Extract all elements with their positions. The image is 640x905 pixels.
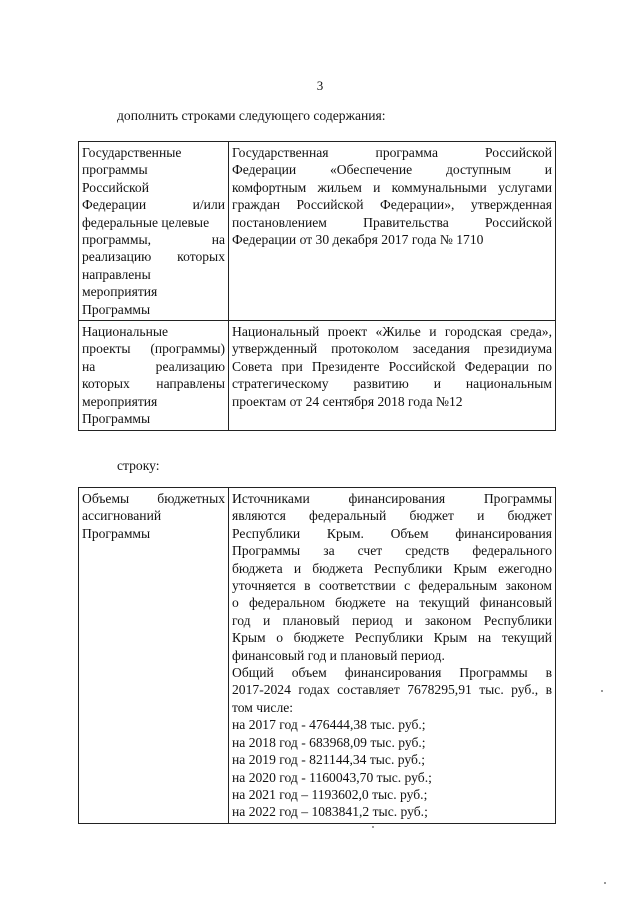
budget-label-cell: [79, 488, 229, 824]
cell-line: 2017-2024 годах составляет 7678295,91 тыс. руб., в: [232, 682, 552, 698]
state-programs-label-cell: [79, 142, 229, 321]
cell-line: направлены: [82, 266, 151, 282]
scan-speck: [604, 882, 606, 884]
cell-line: Объемы бюджетных: [82, 491, 225, 506]
state-program-description-cell: [229, 142, 556, 321]
cell-line: год и плановый период и законом Республики: [232, 612, 552, 628]
cell-line: Программы: [82, 411, 151, 427]
cell-line: Общий объем финансирования Программы в: [232, 665, 552, 681]
cell-line: программы: [82, 162, 148, 178]
cell-line: являются федеральный бюджет и бюджет: [232, 508, 552, 524]
cell-line: граждан Российской Федерации», утвержденная: [232, 197, 552, 213]
cell-line: программы, на: [82, 232, 225, 248]
cell-line: Национальный проект «Жилье и городская среда»,: [232, 324, 552, 340]
cell-line: на 2020 год - 1160043,70 тыс. руб.;: [232, 769, 432, 785]
cell-line: на 2019 год - 821144,34 тыс. руб.;: [232, 752, 426, 768]
cell-line: Программы за счет средств федерального: [232, 543, 552, 559]
cell-line: Крым о бюджете Республики Крым на текущий: [232, 630, 552, 646]
scan-speck: [601, 690, 603, 692]
cell-line: комфортным жильем и коммунальными услугами: [232, 179, 552, 195]
cell-line: Федерации и/или: [82, 197, 225, 213]
cell-line: федеральные целевые: [82, 214, 210, 230]
cell-line: Государственные: [82, 145, 182, 160]
cell-line: на реализацию: [82, 358, 225, 374]
table-row: [79, 142, 556, 321]
cell-line: Государственная программа Российской: [232, 145, 552, 160]
cell-line: ассигнований: [82, 508, 162, 524]
cell-line: Источниками финансирования Программы: [232, 491, 552, 506]
national-projects-label-cell: [79, 321, 229, 430]
cell-line: финансовый год и плановый период.: [232, 647, 445, 663]
mid-text: строку:: [117, 458, 160, 473]
cell-line: уточняется в соответствии с федеральным законом: [232, 578, 552, 594]
cell-line: проекты (программы): [82, 341, 225, 357]
cell-line: на 2022 год – 1083841,2 тыс. руб.;: [232, 804, 428, 820]
cell-line: реализацию которых: [82, 249, 225, 265]
cell-line: на 2021 год – 1193602,0 тыс. руб.;: [232, 786, 428, 802]
intro-text: дополнить строками следующего содержания:: [117, 108, 386, 123]
cell-line: Совета при Президенте Российской Федерации по: [232, 358, 552, 374]
cell-line: Национальные: [82, 324, 169, 340]
cell-line: Программы: [82, 525, 151, 541]
programs-table: [78, 141, 556, 431]
cell-line: которых направлены: [82, 376, 225, 392]
table-row: [79, 321, 556, 430]
national-project-description-cell: [229, 321, 556, 430]
cell-line: том числе:: [232, 699, 294, 715]
page-number: 3: [316, 78, 324, 93]
budget-table: [78, 487, 556, 824]
cell-line: проектам от 24 сентября 2018 года №12: [232, 393, 463, 409]
cell-line: стратегическому развитию и национальным: [232, 376, 552, 392]
cell-line: на 2017 год - 476444,38 тыс. руб.;: [232, 717, 426, 733]
cell-line: Российской: [82, 179, 149, 195]
cell-line: Федерации от 30 декабря 2017 года № 1710: [232, 232, 484, 248]
cell-line: Федерации «Обеспечение доступным и: [232, 162, 552, 178]
table-row: [79, 488, 556, 824]
scan-speck: [372, 826, 374, 828]
cell-line: мероприятия: [82, 284, 158, 300]
cell-line: бюджета и бюджета Республики Крым ежегодно: [232, 560, 552, 576]
cell-line: постановлением Правительства Российской: [232, 214, 552, 230]
cell-line: о федеральном бюджете на текущий финансовый: [232, 595, 552, 611]
cell-line: Программы: [82, 301, 151, 317]
cell-line: утвержденный протоколом заседания президиума: [232, 341, 552, 357]
cell-line: Республики Крым. Объем финансирования: [232, 525, 552, 541]
budget-description-cell: [229, 488, 556, 824]
cell-line: мероприятия: [82, 393, 158, 409]
cell-line: на 2018 год - 683968,09 тыс. руб.;: [232, 734, 426, 750]
